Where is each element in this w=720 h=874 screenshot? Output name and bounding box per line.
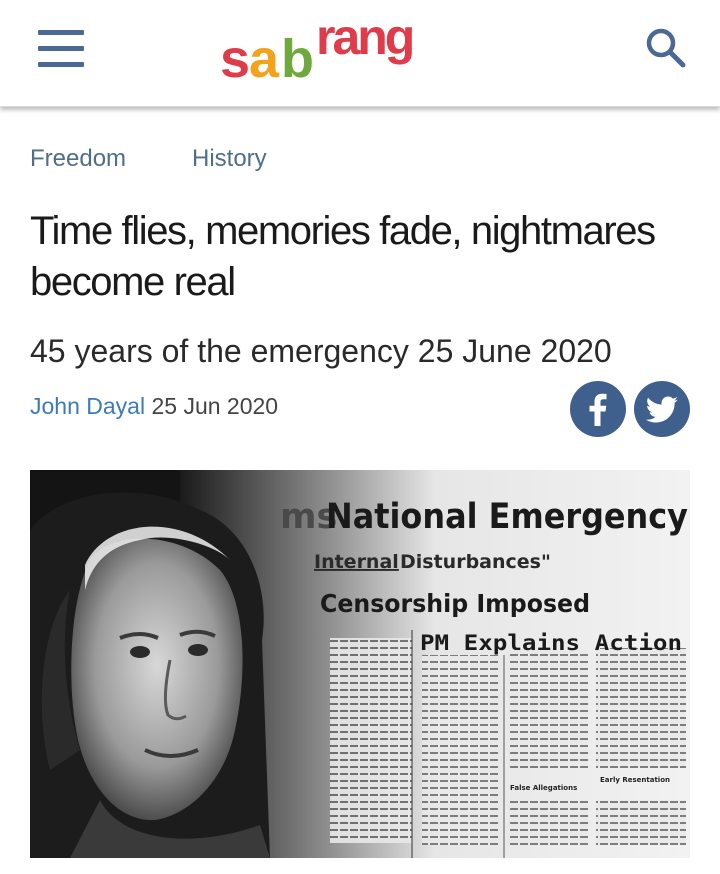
top-navbar [0,0,720,107]
search-icon[interactable] [642,24,690,72]
headline-partial: ms [280,497,338,537]
small-heading-1: Early Resentation [600,776,670,784]
menu-bar [38,62,84,67]
twitter-share-button[interactable] [634,381,690,437]
headline: National Emergency [326,497,689,537]
article-title: Time flies, memories fade, nightmares become real [30,209,655,304]
subhead-censorship: Censorship Imposed [320,589,590,618]
article-subtitle: 45 years of the emergency 25 June 2020 [30,333,612,369]
hamburger-menu-icon[interactable] [38,28,84,70]
svg-text:s: s [220,29,248,86]
tag-history[interactable]: History [192,145,267,172]
subhead-internal: Internal [314,551,399,573]
sabrang-logo[interactable] [218,14,468,86]
subhead-pm-explains: PM Explains Action [420,631,682,655]
hero-image [30,470,690,858]
publish-date: 25 Jun 2020 [151,393,279,419]
article-meta [30,393,278,420]
facebook-share-button[interactable] [570,381,626,437]
twitter-icon [634,381,690,437]
subhead-disturbances: Disturbances" [400,551,551,573]
author-link[interactable]: John Dayal [30,393,146,419]
facebook-icon [570,381,626,437]
tag-freedom[interactable]: Freedom [30,145,127,172]
menu-bar [38,46,84,51]
svg-text:b: b [281,29,311,86]
menu-bar [38,30,84,35]
svg-text:a: a [249,29,277,86]
small-heading-2: False Allegations [510,784,578,792]
svg-text:rang: rang [316,14,413,65]
